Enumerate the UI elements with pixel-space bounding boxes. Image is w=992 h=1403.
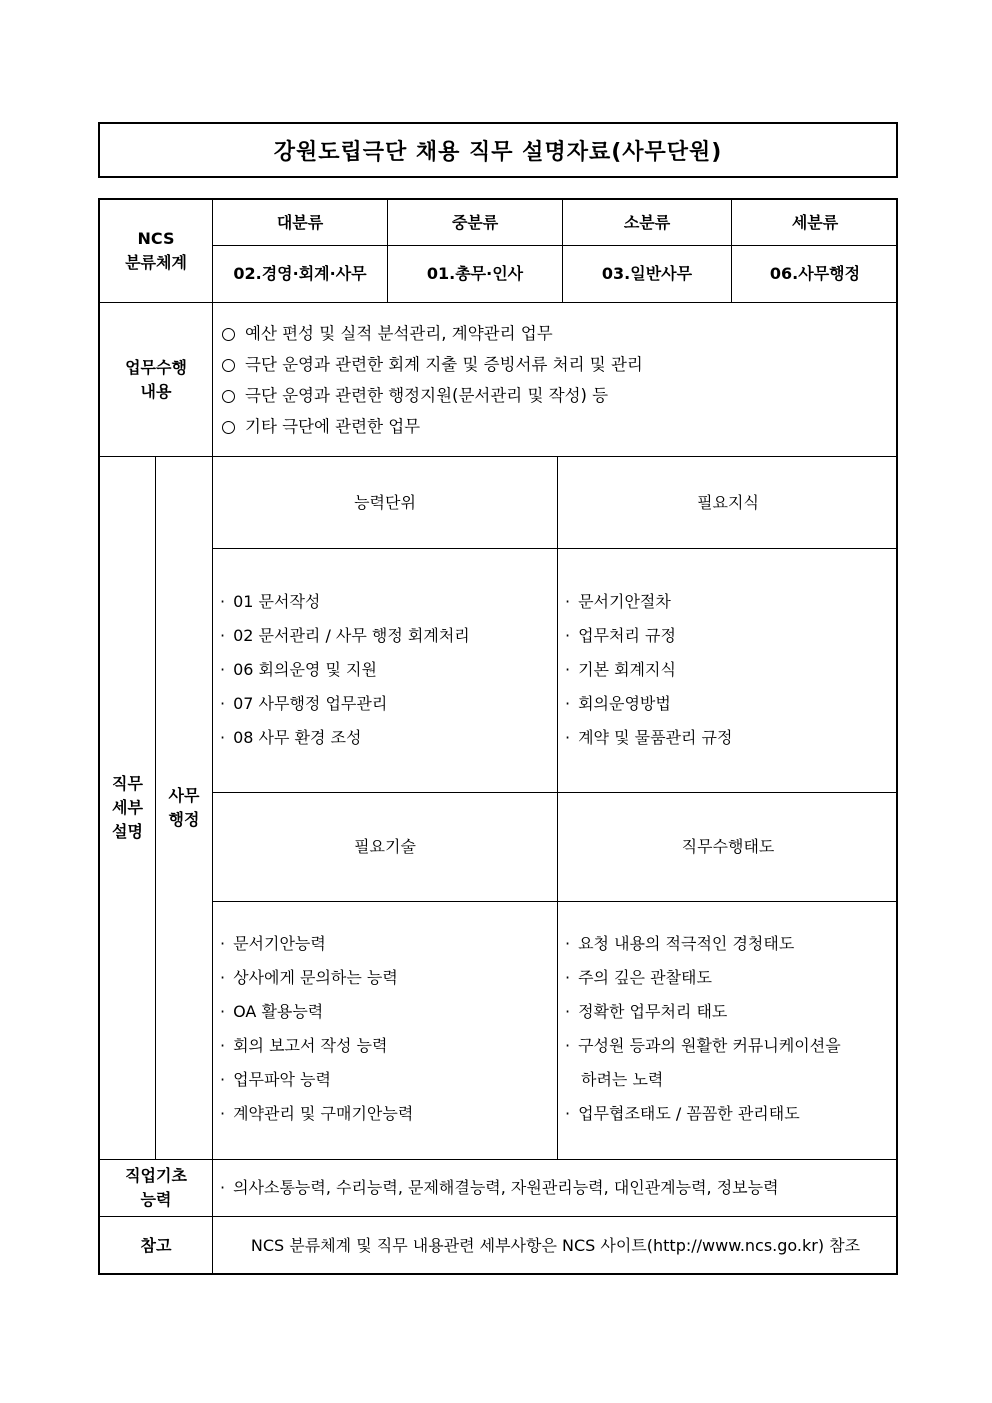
divider <box>212 548 898 549</box>
list-item: · 01 문서작성 <box>220 592 321 611</box>
header-major-category: 대분류 <box>276 212 324 232</box>
required-knowledge-header: 필요지식 <box>697 492 759 512</box>
attitude-header: 직무수행태도 <box>681 837 775 856</box>
list-item: · 상사에게 문의하는 능력 <box>220 968 398 987</box>
basic-label <box>100 1160 212 1216</box>
list-item: · 회의운영방법 <box>565 694 671 713</box>
duty-text: 극단 운영과 관련한 행정지원(문서관리 및 작성) 등 <box>245 386 609 405</box>
required-skills-header: 필요기술 <box>354 837 416 856</box>
knowledge-item: 계약 및 물품관리 규정 <box>578 728 733 747</box>
circle-bullet-icon <box>222 328 235 341</box>
header-minor-category: 소분류 <box>623 212 671 232</box>
ability-units-list <box>220 585 470 755</box>
ability-units-header: 능력단위 <box>354 492 416 512</box>
note-label: 참고 <box>140 1236 172 1255</box>
required-knowledge-list <box>565 585 732 755</box>
list-item <box>222 318 643 349</box>
detail-label <box>100 457 155 1159</box>
basic-label-line1: 직업기초 <box>125 1166 187 1185</box>
list-item: · 계약관리 및 구매기안능력 <box>220 1104 414 1123</box>
detail-sublabel-line1: 사무 <box>168 786 200 805</box>
list-item: · 계약 및 물품관리 규정 <box>565 728 733 747</box>
list-item: · 요청 내용의 적극적인 경청태도 <box>565 934 795 953</box>
skill-item: 업무파악 능력 <box>233 1070 331 1089</box>
knowledge-item: 업무처리 규정 <box>578 626 676 645</box>
divider <box>212 901 898 902</box>
list-item: · 주의 깊은 관찰태도 <box>565 968 712 987</box>
duties-label <box>100 303 212 456</box>
skill-item: 회의 보고서 작성 능력 <box>233 1036 388 1055</box>
list-item: · 업무협조태도 / 꼼꼼한 관리태도 <box>565 1104 800 1123</box>
duty-text: 기타 극단에 관련한 업무 <box>245 417 421 436</box>
list-item: · 회의 보고서 작성 능력 <box>220 1036 388 1055</box>
list-item: · 문서기안능력 <box>220 934 326 953</box>
divider <box>212 200 213 1275</box>
attitude-item: 구성원 등과의 원활한 커뮤니케이션을 <box>578 1036 841 1055</box>
duties-label-line1: 업무수행 <box>125 357 187 377</box>
knowledge-item: 문서기안절차 <box>578 592 671 611</box>
value-major-category: 02.경영·회계·사무 <box>233 264 367 283</box>
value-middle-category: 01.총무·인사 <box>426 264 524 283</box>
list-item <box>222 380 643 411</box>
basic-label-line2: 능력 <box>140 1190 172 1209</box>
divider <box>100 302 898 303</box>
ncs-label-line2: 분류체계 <box>125 253 187 272</box>
list-item <box>222 411 643 442</box>
document-title: 강원도립극단 채용 직무 설명자료(사무단원) <box>273 139 723 165</box>
attitude-item: 주의 깊은 관찰태도 <box>578 968 712 987</box>
detail-sublabel-line2: 행정 <box>168 810 200 829</box>
detail-label-line1: 직무 <box>112 774 143 793</box>
skill-item: 계약관리 및 구매기안능력 <box>233 1104 414 1123</box>
list-item: · 07 사무행정 업무관리 <box>220 694 388 713</box>
ncs-label-line1: NCS <box>137 229 175 248</box>
note-value: NCS 분류체계 및 직무 내용관련 세부사항은 NCS 사이트(http://www.ncs.go.kr) 참조 <box>250 1236 861 1255</box>
ability-unit: 02 문서관리 / 사무 행정 회계처리 <box>233 626 470 645</box>
list-item: · 정확한 업무처리 태도 <box>565 1002 728 1021</box>
list-item: · 업무처리 규정 <box>565 626 676 645</box>
detail-sublabel <box>156 457 212 1159</box>
job-description-table <box>98 198 898 1275</box>
value-minor-category: 03.일반사무 <box>601 264 693 283</box>
list-item: · 08 사무 환경 조성 <box>220 728 362 747</box>
circle-bullet-icon <box>222 359 235 372</box>
duties-label-line2: 내용 <box>140 381 172 401</box>
skill-item: 문서기안능력 <box>233 934 326 953</box>
duties-list <box>222 318 643 442</box>
basic-value: · 의사소통능력, 수리능력, 문제해결능력, 자원관리능력, 대인관계능력, 정보능력 <box>220 1160 779 1216</box>
value-sub-category: 06.사무행정 <box>769 264 861 283</box>
duty-text: 극단 운영과 관련한 회계 지출 및 증빙서류 처리 및 관리 <box>245 355 643 374</box>
list-item: · 06 회의운영 및 지원 <box>220 660 377 679</box>
duty-text: 예산 편성 및 실적 분석관리, 계약관리 업무 <box>245 324 553 343</box>
header-middle-category: 중분류 <box>451 212 499 232</box>
ability-unit: 07 사무행정 업무관리 <box>233 694 388 713</box>
skill-item: 상사에게 문의하는 능력 <box>233 968 398 987</box>
circle-bullet-icon <box>222 390 235 403</box>
attitude-list <box>565 927 841 1131</box>
ability-unit: 08 사무 환경 조성 <box>233 728 362 747</box>
required-skills-list <box>220 927 413 1131</box>
detail-label-line2: 세부 <box>112 798 143 817</box>
document-title-box <box>98 122 898 178</box>
list-item: · 02 문서관리 / 사무 행정 회계처리 <box>220 626 470 645</box>
list-item: · 문서기안절차 <box>565 592 671 611</box>
knowledge-item: 회의운영방법 <box>578 694 671 713</box>
ability-unit: 01 문서작성 <box>233 592 321 611</box>
ability-unit: 06 회의운영 및 지원 <box>233 660 377 679</box>
list-item: · OA 활용능력 <box>220 1002 324 1021</box>
attitude-item: 정확한 업무처리 태도 <box>578 1002 728 1021</box>
attitude-item: 요청 내용의 적극적인 경청태도 <box>578 934 795 953</box>
attitude-item: 하려는 노력 <box>581 1070 664 1089</box>
circle-bullet-icon <box>222 421 235 434</box>
list-item: · 기본 회계지식 <box>565 660 676 679</box>
list-item: · 업무파악 능력 <box>220 1070 331 1089</box>
knowledge-item: 기본 회계지식 <box>578 660 676 679</box>
skill-item: OA 활용능력 <box>233 1002 324 1021</box>
list-item <box>565 1063 841 1097</box>
attitude-item: 업무협조태도 / 꼼꼼한 관리태도 <box>578 1104 800 1123</box>
basic-value-text: 의사소통능력, 수리능력, 문제해결능력, 자원관리능력, 대인관계능력, 정보능력 <box>233 1178 779 1197</box>
ncs-label <box>100 200 212 302</box>
detail-label-line3: 설명 <box>112 822 143 841</box>
header-sub-category: 세분류 <box>791 212 839 232</box>
list-item <box>222 349 643 380</box>
list-item: · 구성원 등과의 원활한 커뮤니케이션을 <box>565 1036 841 1055</box>
